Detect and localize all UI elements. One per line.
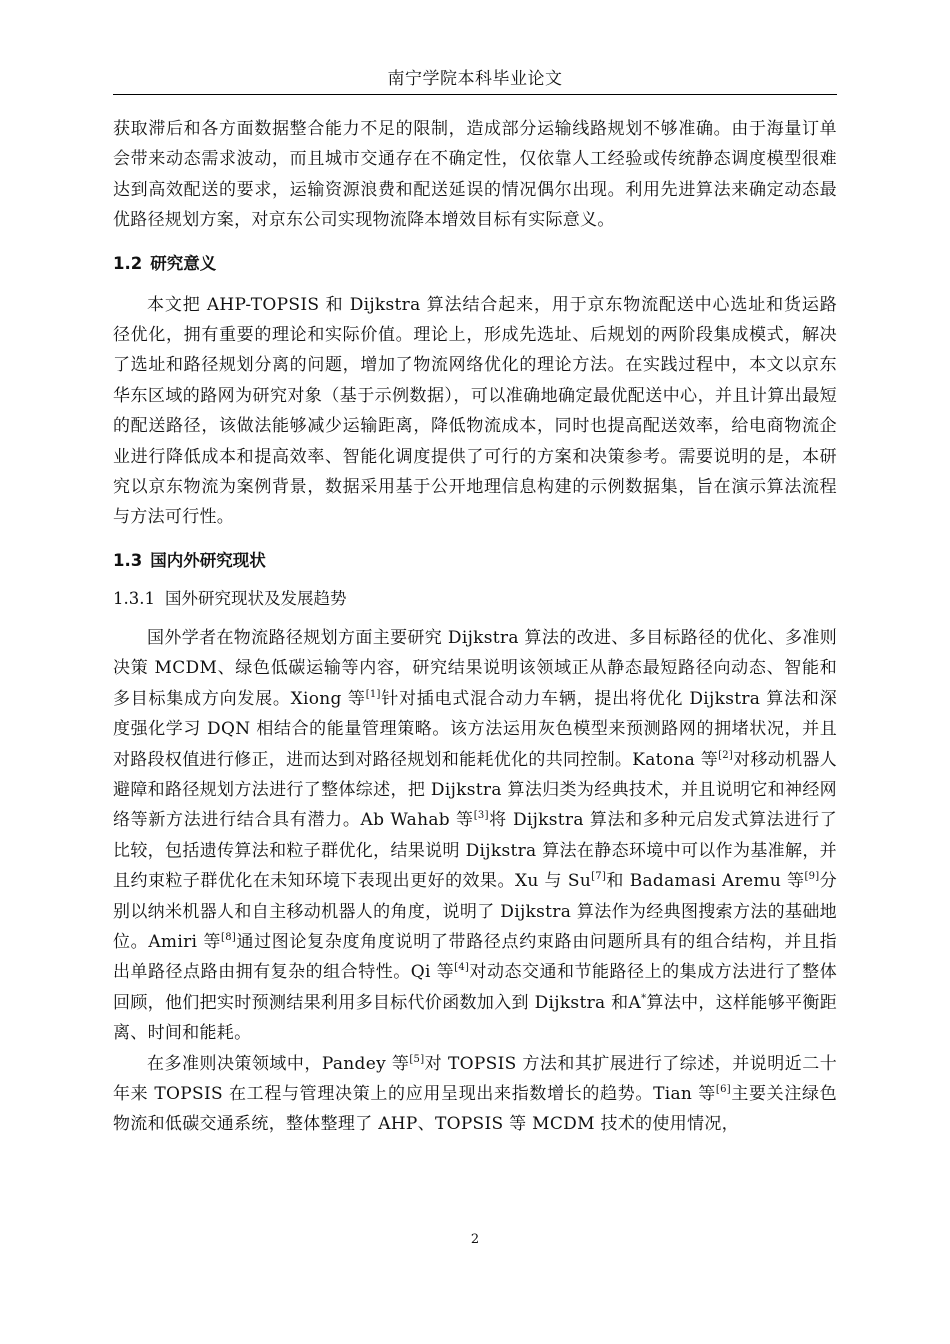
citation-ref: [1]	[365, 688, 381, 700]
text-run: 算法中，这样能够平衡距离、时间和能耗。	[113, 992, 837, 1044]
superscript-asterisk: *	[641, 992, 647, 1004]
citation-ref: [8]	[221, 931, 237, 943]
text-run: 在多准则决策领域中，Pandey 等	[147, 1053, 410, 1074]
section-number: 1.2	[113, 253, 143, 273]
header-rule	[113, 94, 837, 95]
citation-ref: [3]	[473, 810, 489, 822]
subsection-title: 国外研究现状及发展趋势	[164, 588, 347, 608]
section-title: 研究意义	[150, 253, 217, 273]
text-run: 对移动机器人避障和路径规划方法进行了整体综述，把 Dijkstra 算法归类为经典技术，并且说明它和神经网络等新方法进行结合具有潜力。Ab Wahab 等	[113, 749, 837, 831]
text-run: 针对插电式混合动力车辆，提出将优化 Dijkstra 算法和深度强化学习 DQN 相结合的能量管理策略。该方法运用灰色模型来预测路网的拥堵状况，并且对路段权值进行修正，进而达到对路径规划和能耗优化的共同控制。Katona 等	[113, 688, 837, 770]
citation-ref: [6]	[715, 1083, 731, 1095]
citation-ref: [2]	[718, 749, 734, 761]
text-run: 将 Dijkstra 算法和多种元启发式算法进行了比较，包括遗传算法和粒子群优化，结果说明 Dijkstra 算法在静态环境中可以作为基准解，并且约束粒子群优化在未知环境下表现出更好的效果。Xu 与 Su	[113, 810, 838, 892]
section-title: 国内外研究现状	[150, 550, 266, 570]
foreign-research-paragraph	[113, 623, 837, 1049]
text-run: 通过图论复杂度角度说明了带路径点约束路由问题所具有的组合结构，并且指出单路径点路由拥有复杂的组合特性。Qi 等	[113, 931, 837, 983]
text-run: 对动态交通和节能路径上的集成方法进行了整体回顾，他们把实时预测结果利用多目标代价函数加入到 Dijkstra 和A	[113, 962, 837, 1013]
page-body	[113, 114, 837, 1140]
mcdm-research-paragraph	[113, 1049, 837, 1140]
citation-ref: [9]	[804, 871, 820, 883]
text-run: 主要关注绿色物流和低碳交通系统，整体整理了 AHP、TOPSIS 等 MCDM 技术的使用情况，	[113, 1083, 837, 1135]
citation-ref: [7]	[591, 871, 607, 883]
running-header: 南宁学院本科毕业论文	[387, 69, 563, 89]
page-number: 2	[470, 1232, 480, 1247]
text-run: 国外学者在物流路径规划方面主要研究 Dijkstra 算法的改进、多目标路径的优化、多准则决策 MCDM、绿色低碳运输等内容，研究结果说明该领域正从静态最短路径向动态、智能和多目标集成方向发展。Xiong 等	[113, 627, 837, 709]
continued-paragraph: 获取滞后和各方面数据整合能力不足的限制，造成部分运输线路规划不够准确。由于海量订单会带来动态需求波动，而且城市交通存在不确定性，仅依靠人工经验或传统静态调度模型很难达到高效配送的要求，运输资源浪费和配送延误的情况偶尔出现。利用先进算法来确定动态最优路径规划方案，对京东公司实现物流降本增效目标有实际意义。	[113, 119, 837, 231]
citation-ref: [4]	[454, 962, 470, 974]
section-number: 1.3	[113, 550, 143, 570]
section-heading-1-2	[113, 252, 837, 276]
research-significance-paragraph: 本文把 AHP-TOPSIS 和 Dijkstra 算法结合起来，用于京东物流配送中心选址和货运路径优化，拥有重要的理论和实际价值。理论上，形成先选址、后规划的两阶段集成模式，解决了选址和路径规划分离的问题，增加了物流网络优化的理论方法。在实践过程中，本文以京东华东区域的路网为研究对象（基于示例数据），可以准确地确定最优配送中心，并且计算出最短的配送路径，该做法能够减少运输距离，降低物流成本，同时也提高配送效率，给电商物流企业进行降低成本和提高效率、智能化调度提供了可行的方案和决策参考。需要说明的是，本研究以京东物流为案例背景，数据采用基于公开地理信息构建的示例数据集，旨在演示算法流程与方法可行性。	[113, 294, 837, 528]
subsection-heading-1-3-1	[113, 587, 837, 611]
text-run: 分别以纳米机器人和自主移动机器人的角度，说明了 Dijkstra 算法作为经典图搜索方法的基础地位。Amiri 等	[113, 871, 837, 952]
citation-ref: [5]	[409, 1053, 425, 1065]
text-run: 对 TOPSIS 方法和其扩展进行了综述，并说明近二十年来 TOPSIS 在工程与管理决策上的应用呈现出来指数增长的趋势。Tian 等	[113, 1053, 837, 1104]
subsection-number: 1.3.1	[113, 588, 155, 608]
section-heading-1-3	[113, 549, 837, 573]
text-run: 和 Badamasi Aremu 等	[606, 871, 805, 892]
